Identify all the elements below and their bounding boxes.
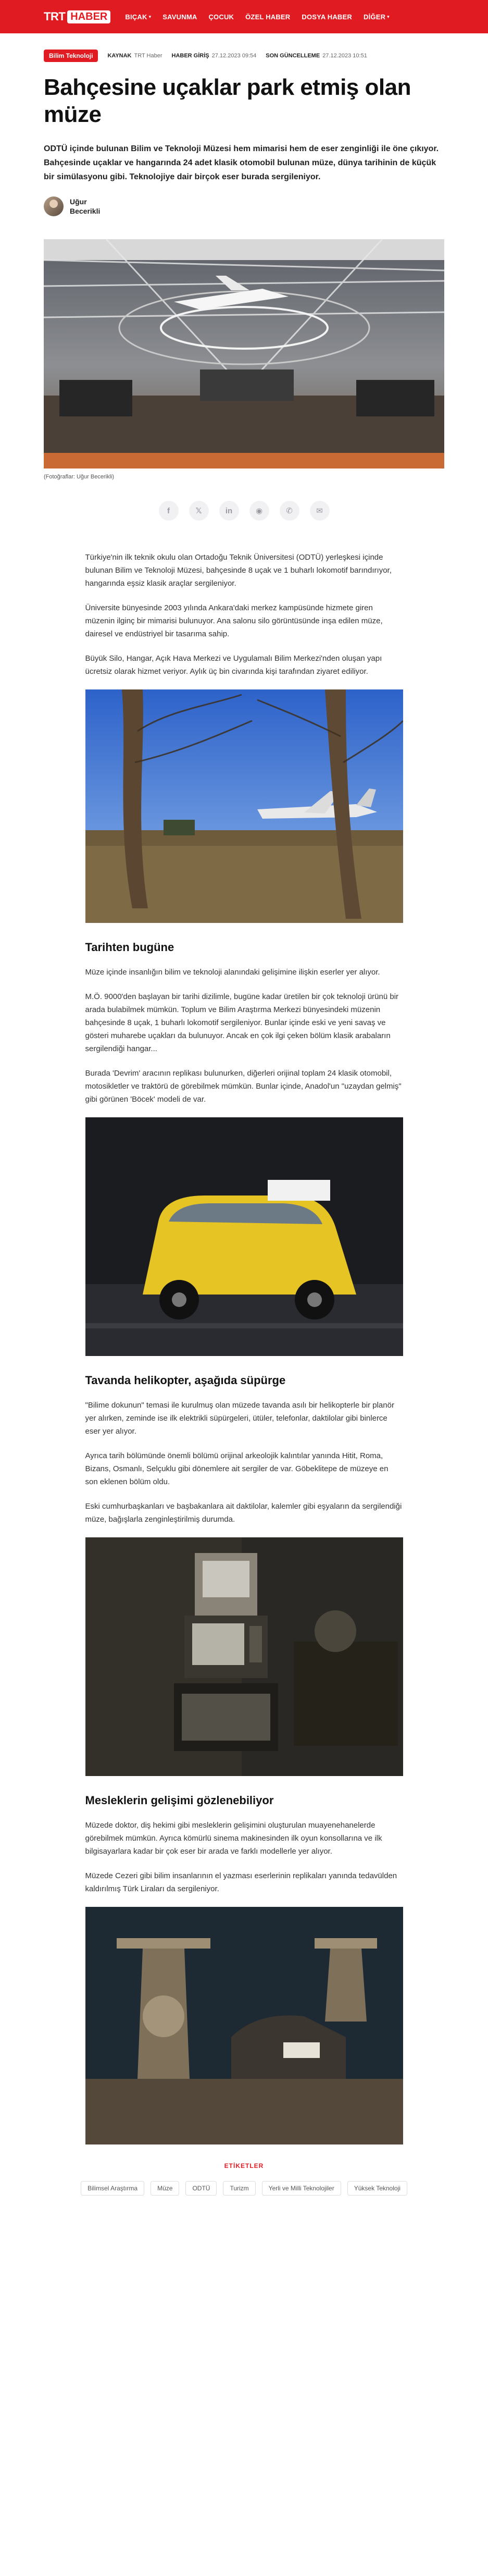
linkedin-icon[interactable]: in: [219, 501, 239, 521]
x-icon[interactable]: 𝕏: [189, 501, 209, 521]
article-lead: ODTÜ içinde bulunan Bilim ve Teknoloji Müzesi hem mimarisi hem de eser zenginliği ile öne çıkıyor. Bahçesinde uçaklar ve hangarında 24 adet klasik otomobil bulunan müze, dünya tarihinin de küçük bir simülasyonu gibi. Teknolojiye dair birçok eser burada sergileniyor.: [44, 144, 439, 181]
update-value: 27.12.2023 10:51: [322, 53, 367, 59]
tag-item[interactable]: Yerli ve Milli Teknolojiler: [262, 2181, 341, 2196]
tag-item[interactable]: Müze: [151, 2181, 179, 2196]
museum-interior-illustration: [44, 239, 444, 469]
nav-item-ozel-haber[interactable]: [245, 13, 290, 21]
nav-label: DOSYA HABER: [302, 13, 352, 21]
logo-trt-text: TRT: [44, 10, 66, 23]
author-name: Uğur Becerikli: [70, 198, 101, 215]
antique-iron-image: [85, 1907, 403, 2144]
nav-label: BIÇAK: [125, 13, 147, 21]
body-paragraph: Büyük Silo, Hangar, Açık Hava Merkezi ve Uygulamalı Bilim Merkezi'nden oluşan yapı ücretsiz olarak hizmet veriyor. Aylık üç bin civarında kişi tarafından ziyaret ediliyor.: [85, 654, 382, 676]
body-paragraph: Üniversite bünyesinde 2003 yılında Ankara'daki merkez kampüsünde hizmete giren müzenin ilginç bir mimarisi bulunuyor. Ana salonu silo görüntüsünde inşa edilen müze, dairesel ve endüstriyel bir tasarıma sahip.: [85, 603, 383, 638]
outdoor-airplane-image: [85, 689, 403, 923]
section-heading: Tarihten bugüne: [85, 941, 174, 954]
section-heading: Mesleklerin gelişimi gözlenebiliyor: [85, 1794, 274, 1807]
site-header: [0, 0, 488, 33]
section-heading: Tavanda helikopter, aşağıda süpürge: [85, 1374, 286, 1387]
tags-title: ETİKETLER: [224, 2162, 264, 2170]
nav-item-bicak[interactable]: [125, 13, 151, 21]
tag-item[interactable]: ODTÜ: [185, 2181, 217, 2196]
hero-image: [44, 239, 444, 469]
article-title: Bahçesine uçaklar park etmiş olan müze: [44, 75, 411, 127]
article-meta-row: [44, 49, 444, 63]
nav-item-savunma[interactable]: [162, 13, 197, 21]
article-body: [85, 551, 403, 2144]
tag-list: [78, 2181, 411, 2196]
article-header: [0, 33, 488, 216]
entry-label: HABER GİRİŞ: [171, 53, 209, 59]
classic-car-image: [85, 1117, 403, 1356]
body-paragraph: Türkiye'nin ilk teknik okulu olan Ortadoğu Teknik Üniversitesi (ODTÜ) yerleşkesi içinde bulunan Bilim ve Teknoloji Müzesi, bahçesinde 8 uçak ve 1 buharlı lokomotif barındırıyor, hangarında eşsiz klasik araçlar sergileniyor.: [85, 553, 392, 588]
category-badge[interactable]: Bilim Teknoloji: [44, 50, 98, 62]
share-bar: [0, 501, 488, 521]
tag-item[interactable]: Bilimsel Araştırma: [81, 2181, 144, 2196]
body-paragraph: Eski cumhurbaşkanları ve başbakanlara ait daktilolar, kalemler gibi eşyaların da sergilendiği müze, bağışlarla zenginleştirilmiş durumda.: [85, 1502, 402, 1524]
body-paragraph: M.Ö. 9000'den başlayan bir tarihi dizilimle, bugüne kadar üretilen bir çok teknoloji ürünü bir arada bulabilmek mümkün. Toplum ve Bilim Araştırma Merkezi bünyesindeki müzenin bahçesinde 8 uçak, 1 buharlı lokomotif sergileniyor. Bunlar içinde eski ve yeni savaş ve gösteri muharebe uçakları da bulunuyor. Ancak en çok ilgi çeken bölüm klasik arabaların sergilendiği hangar...: [85, 992, 399, 1053]
messenger-icon[interactable]: ◉: [249, 501, 269, 521]
airplane-garden-illustration: [85, 689, 403, 923]
chevron-down-icon: ▾: [148, 14, 152, 19]
update-label: SON GÜNCELLEME: [266, 53, 320, 59]
nav-label: SAVUNMA: [162, 13, 197, 21]
entry-value: 27.12.2023 09:54: [211, 53, 257, 59]
body-paragraph: Müzede doktor, diş hekimi gibi mesleklerin gelişimini oluşturulan muayenehanelerde görebilmek mümkün. Ayrıca kömürlü sinema makinesinden ilk oyun konsollarına ve ilk bilgisayarlara kadar bir çok eser bir arada ve farklı modellerle yer alıyor.: [85, 1821, 382, 1856]
nav-label: ÇOCUK: [208, 13, 234, 21]
trt-haber-logo[interactable]: [44, 8, 110, 25]
hero-caption: (Fotoğraflar: Uğur Becerikli): [44, 474, 115, 480]
entry-meta: [172, 53, 257, 59]
author-avatar: [44, 196, 64, 216]
body-paragraph: Müzede Cezeri gibi bilim insanlarının el yazması eserlerinin replikaları yanında tedavülden kaldırılmış Türk Liraları da sergileniyor.: [85, 1871, 397, 1893]
facebook-icon[interactable]: f: [159, 501, 179, 521]
nav-item-cocuk[interactable]: [208, 13, 234, 21]
source-value: TRT Haber: [134, 53, 162, 59]
tag-item[interactable]: Yüksek Teknoloji: [347, 2181, 407, 2196]
vintage-tv-image: [85, 1537, 403, 1776]
logo-haber-text: HABER: [67, 10, 110, 23]
body-paragraph: Burada 'Devrim' aracının replikası bulunurken, diğerleri orijinal toplam 24 klasik otomobil, motosikletler ve traktörü de görebilmek mümkün. Bunlar içinde, Anadol'un "uzaydan gelmiş" gibi görünen 'Böcek' modeli de var.: [85, 1069, 402, 1104]
nav-label: DİĞER: [363, 13, 386, 21]
author-block[interactable]: [44, 196, 444, 216]
chevron-down-icon: ▾: [387, 14, 390, 19]
update-meta: [266, 53, 367, 59]
nav-label: ÖZEL HABER: [245, 13, 291, 21]
main-nav: [125, 13, 389, 21]
whatsapp-icon[interactable]: ✆: [280, 501, 299, 521]
source-meta: [107, 53, 162, 59]
body-paragraph: Müze içinde insanlığın bilim ve teknoloji alanındaki gelişimine ilişkin eserler yer alıyor.: [85, 968, 380, 977]
body-paragraph: "Bilime dokunun" temasi ile kurulmuş olan müzede tavanda asılı bir helikopterle bir planör yer alırken, zeminde ise ilk elektrikli süpürgeleri, ütüler, telefonlar, daktilolar gibi binlerce eser yer alıyor.: [85, 1401, 394, 1436]
tag-item[interactable]: Turizm: [223, 2181, 255, 2196]
yellow-car-illustration: [85, 1117, 403, 1356]
nav-item-diger[interactable]: [364, 13, 390, 21]
antique-lamp-illustration: [85, 1907, 403, 2144]
source-label: KAYNAK: [107, 53, 132, 59]
nav-item-dosya-haber[interactable]: [302, 13, 352, 21]
vintage-tv-illustration: [85, 1537, 403, 1776]
body-paragraph: Ayrıca tarih bölümünde önemli bölümü orijinal arkeolojik kalıntılar yanında Hitit, Roma, Bizans, Osmanlı, Selçuklu gibi dönemlere ait sergiler de var. Göbeklitepe de müzeye en son eklenen bölüm oldu.: [85, 1451, 389, 1486]
email-icon[interactable]: ✉: [310, 501, 330, 521]
